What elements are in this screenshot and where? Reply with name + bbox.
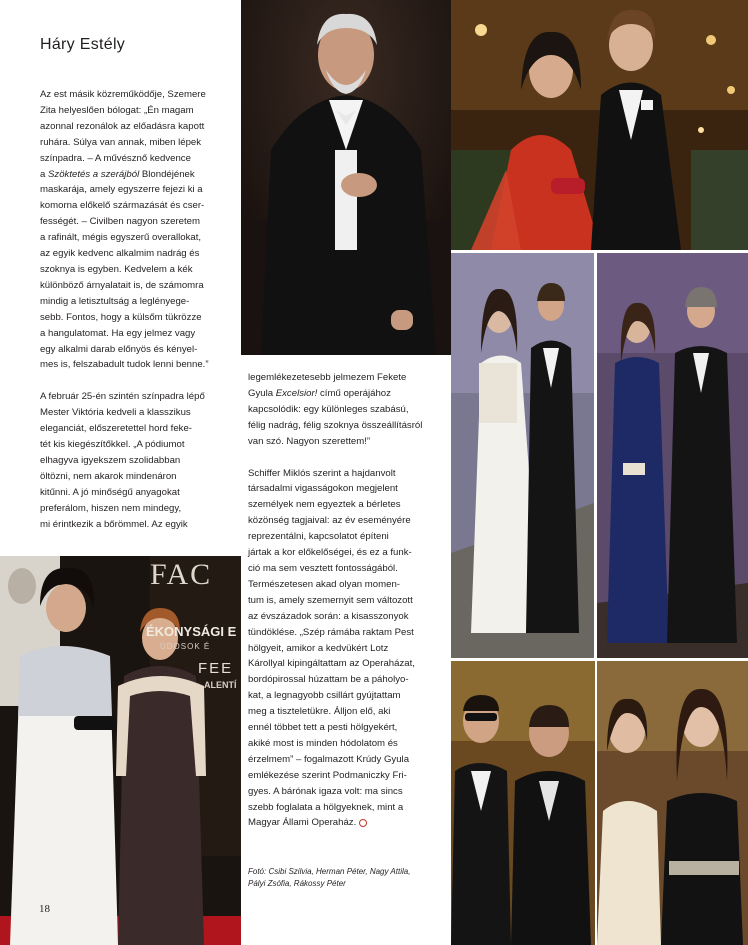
text-line: kapcsolódik: egy különleges szabású, bbox=[248, 403, 409, 415]
text-line bbox=[40, 167, 238, 183]
text-line: érzelmem” – fogalmazott Krúdy Gyula bbox=[248, 753, 410, 765]
text-line: társadalmi vigasságokon megjelent bbox=[248, 483, 398, 495]
text-line: bordópirossal húzattam be a páholyo- bbox=[248, 674, 409, 686]
text-line: szebb foglalata a hölgyeknek, mint a bbox=[248, 801, 404, 813]
text-line: maskarája, amely egyszerre fejezi ki a bbox=[40, 184, 203, 196]
banner-partial-text: FAC bbox=[150, 558, 213, 591]
text-line: kat, a legnagyobb csillárt gyújtattam bbox=[248, 690, 401, 702]
end-of-article-icon bbox=[359, 819, 367, 827]
photo-navy-gown bbox=[597, 253, 748, 658]
text-line: hölgyeit, amikor a kedvükért Lotz bbox=[248, 642, 389, 654]
column-2-paragraph-2 bbox=[248, 466, 448, 832]
italic-title: Szöktetés a szerájból bbox=[48, 168, 140, 180]
text-line: legemlékezetesebb jelmezem Fekete bbox=[248, 372, 407, 383]
text-line: színpadra. – A művésznő kedvence bbox=[40, 152, 191, 164]
text-line: A február 25-én szintén színpadra lépő bbox=[40, 391, 205, 403]
text-line: jártak a kor előkelőségei, és ez a funk- bbox=[248, 547, 412, 559]
text-segment: a bbox=[40, 168, 49, 180]
text-line: tét kis kiegészítőkkel. „A pódiumot bbox=[40, 439, 185, 451]
photo-couple-red-dress bbox=[451, 0, 748, 250]
photo-two-men bbox=[451, 661, 595, 945]
text-segment: című operájához bbox=[317, 387, 391, 399]
column-2 bbox=[248, 370, 448, 831]
column-1 bbox=[40, 87, 238, 532]
text-line: meg a tiszteletükre. Álljon elő, aki bbox=[248, 706, 391, 718]
photo-two-ladies bbox=[0, 556, 241, 945]
text-line: közönség tagjaival: az év eseményére bbox=[248, 515, 411, 527]
text-line: kitűnni. A jó minőségű anyagokat bbox=[40, 486, 180, 498]
text-line: ennél többet tett a pesti hölgyekért, bbox=[248, 722, 398, 734]
photo-two-young-women bbox=[597, 661, 748, 945]
text-line: akiké most is minden hódolatom és bbox=[248, 737, 398, 749]
text-line: tündöklése. „Szép rámába raktam Pest bbox=[248, 626, 414, 638]
column-2-paragraph-1 bbox=[248, 370, 448, 450]
text-line: gyes. A bárónak igaza volt: ma sincs bbox=[248, 785, 403, 797]
photo-credit-line: Pályi Zsófia, Rákossy Péter bbox=[248, 879, 346, 888]
text-line: tum is, amely szemernyit sem változott bbox=[248, 594, 413, 606]
text-line: ruhára. Súlya van annak, miben lépek bbox=[40, 136, 202, 148]
text-line: elhagyva igyekszem szolidabban bbox=[40, 454, 181, 466]
banner-line-1: ÉKONYSÁGI E bbox=[146, 624, 237, 639]
column-1-paragraph-1 bbox=[40, 87, 238, 373]
text-line: Természetesen akad olyan momen- bbox=[248, 578, 400, 590]
text-line: reprezentálni, kapcsolatot építeni bbox=[248, 531, 389, 543]
italic-title: Excelsior! bbox=[275, 387, 318, 399]
text-line: emlékezése szerint Podmaniczky Fri- bbox=[248, 769, 407, 781]
text-line: mindig a letisztultság a leglényege- bbox=[40, 295, 190, 307]
text-segment: Gyula bbox=[248, 387, 276, 399]
text-line: Schiffer Miklós szerint a hajdanvolt bbox=[248, 467, 396, 479]
banner-line-4: ALENTÍ bbox=[204, 680, 237, 690]
text-line: különböző árnyalatait is, de számomra bbox=[40, 279, 204, 291]
text-line: Károllyal kipingáltattam az Operaházat, bbox=[248, 658, 415, 670]
text-line: mi érintkezik a bőrömmel. Az egyik bbox=[40, 518, 188, 530]
text-line: eleganciát, előszeretettel hord feke- bbox=[40, 423, 192, 435]
text-line: van szó. Nagyon szerettem!” bbox=[248, 435, 371, 447]
text-line: preferálom, hiszen nem mindegy, bbox=[40, 502, 182, 514]
column-1-paragraph-2 bbox=[40, 389, 238, 532]
text-line: mes is, felszabadult tudok lenni benne.” bbox=[40, 359, 209, 371]
photo-credit bbox=[248, 866, 448, 890]
text-line: azonnal rezonálok az előadásra kapott bbox=[40, 120, 205, 132]
text-line: Zita helyeslően bólogat: „Én magam bbox=[40, 104, 194, 116]
text-line: félig nadrág, félig szoknya összeállításról bbox=[248, 419, 423, 431]
text-line: fességét. – Civilben nagyon szeretem bbox=[40, 216, 200, 228]
page-number: 18 bbox=[39, 903, 50, 915]
text-line: öltözni, nem akarok mindenáron bbox=[40, 470, 177, 482]
banner-line-2: ÚDOSOK É bbox=[160, 642, 211, 651]
photo-conductor bbox=[241, 0, 451, 355]
text-line: egy alkalmi darab előnyös és kényel- bbox=[40, 343, 198, 355]
text-line: ció ma sem vesztett fontosságából. bbox=[248, 562, 398, 574]
text-line: a rafinált, mégis egyszerű overallokat, bbox=[40, 232, 202, 244]
text-line: Magyar Állami Operaház. bbox=[248, 815, 448, 831]
text-line: személyek nem egyeztek a bérletes bbox=[248, 499, 401, 511]
text-line: Az est másik közreműködője, Szemere bbox=[40, 89, 206, 100]
article-title: Háry Estély bbox=[40, 36, 126, 53]
text-line: a hangulatomat. Ha egy jelmez vagy bbox=[40, 327, 196, 339]
text-line bbox=[248, 386, 448, 402]
text-line: szoknya is egyben. Kedvelem a kék bbox=[40, 263, 193, 275]
photo-white-gown bbox=[451, 253, 594, 658]
text-line: az egyik kedvenc alkalmim nadrág és bbox=[40, 248, 200, 260]
text-line: Mester Viktória kedveli a klasszikus bbox=[40, 407, 191, 419]
banner-line-3: FEE bbox=[198, 660, 234, 677]
text-line: komorna előkelő származását és cser- bbox=[40, 200, 205, 212]
photo-credit-line: Fotó: Csibi Szilvia, Herman Péter, Nagy Attila, bbox=[248, 867, 411, 876]
text-segment: Blondéjének bbox=[139, 168, 195, 180]
text-line: sebb. Fontos, hogy a külsőm tükrözze bbox=[40, 311, 202, 323]
text-line: az évszázadok során: a kisasszonyok bbox=[248, 610, 409, 622]
